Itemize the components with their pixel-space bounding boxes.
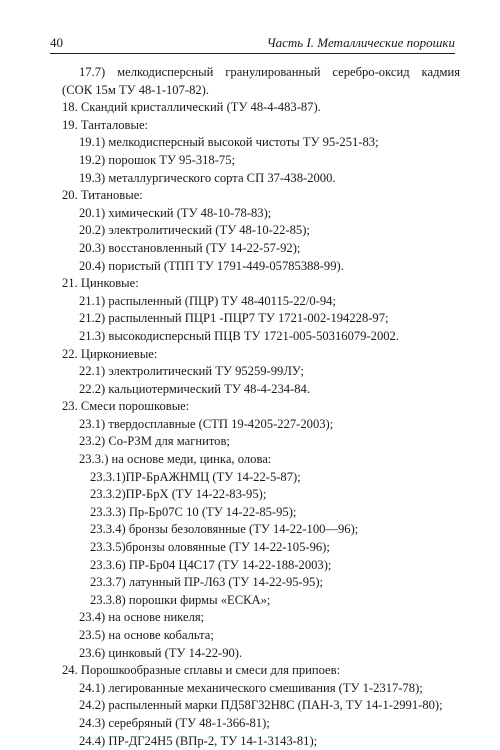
page-body — [62, 64, 460, 750]
text-line: 23.2) Со-РЗМ для магнитов; — [79, 434, 230, 449]
text-line: 19. Танталовые: — [62, 117, 149, 132]
text-line: (СОК 15м ТУ 48-1-107-82). — [62, 82, 210, 97]
text-line: 23.5) на основе кобальта; — [79, 628, 214, 642]
text-line: 24.4) ПР-ДГ24Н5 (ВПр-2, ТУ 14-1-3143-81); — [79, 733, 318, 748]
text-line: 23.3.) на основе меди, цинка, олова: — [79, 452, 272, 467]
text-line: 23.3.2)ПР-БрХ (ТУ 14-22-83-95); — [90, 487, 267, 502]
page-header — [50, 33, 455, 54]
text-line: 19.3) металлургического сорта СП 37-438-2000. — [79, 170, 336, 185]
text-line: 23.3.6) ПР-Бр04 Ц4С17 (ТУ 14-22-188-2003); — [90, 557, 332, 572]
text-line: 23.6) цинковый (ТУ 14-22-90). — [79, 645, 243, 660]
text-line: 20.1) химический (ТУ 48-10-78-83); — [79, 205, 272, 220]
text-line: 21. Цинковые: — [62, 276, 139, 291]
text-line: 23.3.7) латунный ПР-Л63 (ТУ 14-22-95-95); — [90, 575, 324, 590]
text-line: 22.1) электролитический ТУ 95259-99ЛУ; — [79, 364, 304, 379]
text-line: 23.1) твердосплавные (СТП 19-4205-227-2003); — [79, 416, 334, 431]
text-line: 23. Смеси порошковые: — [62, 399, 190, 414]
text-line: 20.4) пористый (ТПП ТУ 1791-449-05785388-99). — [79, 258, 344, 273]
text-line: 19.2) порошок ТУ 95-318-75; — [79, 152, 235, 167]
text-line: 23.3.4) бронзы безоловянные (ТУ 14-22-100—96); — [90, 522, 359, 537]
text-line: 24.2) распыленный марки ПД58Г32Н8С (ПАН-3, ТУ 14-1-2991-80); — [79, 698, 443, 713]
text-line: 22. Циркониевые: — [62, 346, 158, 361]
text-line: 23.4) на основе никеля; — [79, 610, 205, 625]
text-line: 21.2) распыленный ПЦР1 -ПЦР7 ТУ 1721-002-194228-97; — [79, 311, 389, 326]
text-line: 20.2) электролитический (ТУ 48-10-22-85); — [79, 223, 310, 238]
running-title: Часть I. Металлические порошки — [266, 35, 455, 50]
text-line: 23.3.1)ПР-БрАЖНМЦ (ТУ 14-22-5-87); — [90, 469, 301, 484]
text-line: 22.2) кальциотермический ТУ 48-4-234-84. — [79, 381, 310, 396]
text-line: 18. Скандий кристаллический (ТУ 48-4-483-87). — [62, 100, 321, 115]
text-line: 23.3.5)бронзы оловянные (ТУ 14-22-105-96); — [90, 540, 330, 555]
text-line: 24.3) серебряный (ТУ 48-1-366-81); — [79, 715, 270, 730]
text-line: 24. Порошкообразные сплавы и смеси для припоев: — [62, 663, 341, 678]
text-line: 20. Титановые: — [62, 188, 143, 203]
text-line: 21.1) распыленный (ПЦР) ТУ 48-40115-22/0-94; — [79, 293, 336, 308]
page-number: 40 — [50, 35, 63, 50]
text-line: 23.3.3) Пр-Бр07С 10 (ТУ 14-22-85-95); — [90, 504, 297, 519]
text-line: 24.1) легированные механического смешивания (ТУ 1-2317-78); — [79, 680, 423, 695]
text-line: 23.3.8) порошки фирмы «ЕСКА»; — [90, 592, 271, 607]
text-line: 20.3) восстановленный (ТУ 14-22-57-92); — [79, 240, 301, 255]
text-line: 19.1) мелкодисперсный высокой чистоты ТУ 95-251-83; — [79, 135, 379, 150]
text-line: 17.7) мелкодисперсный гранулированный серебро-оксид кадмия — [79, 65, 460, 79]
text-line: 21.3) высокодисперсный ПЦВ ТУ 1721-005-50316079-2002. — [79, 328, 399, 343]
